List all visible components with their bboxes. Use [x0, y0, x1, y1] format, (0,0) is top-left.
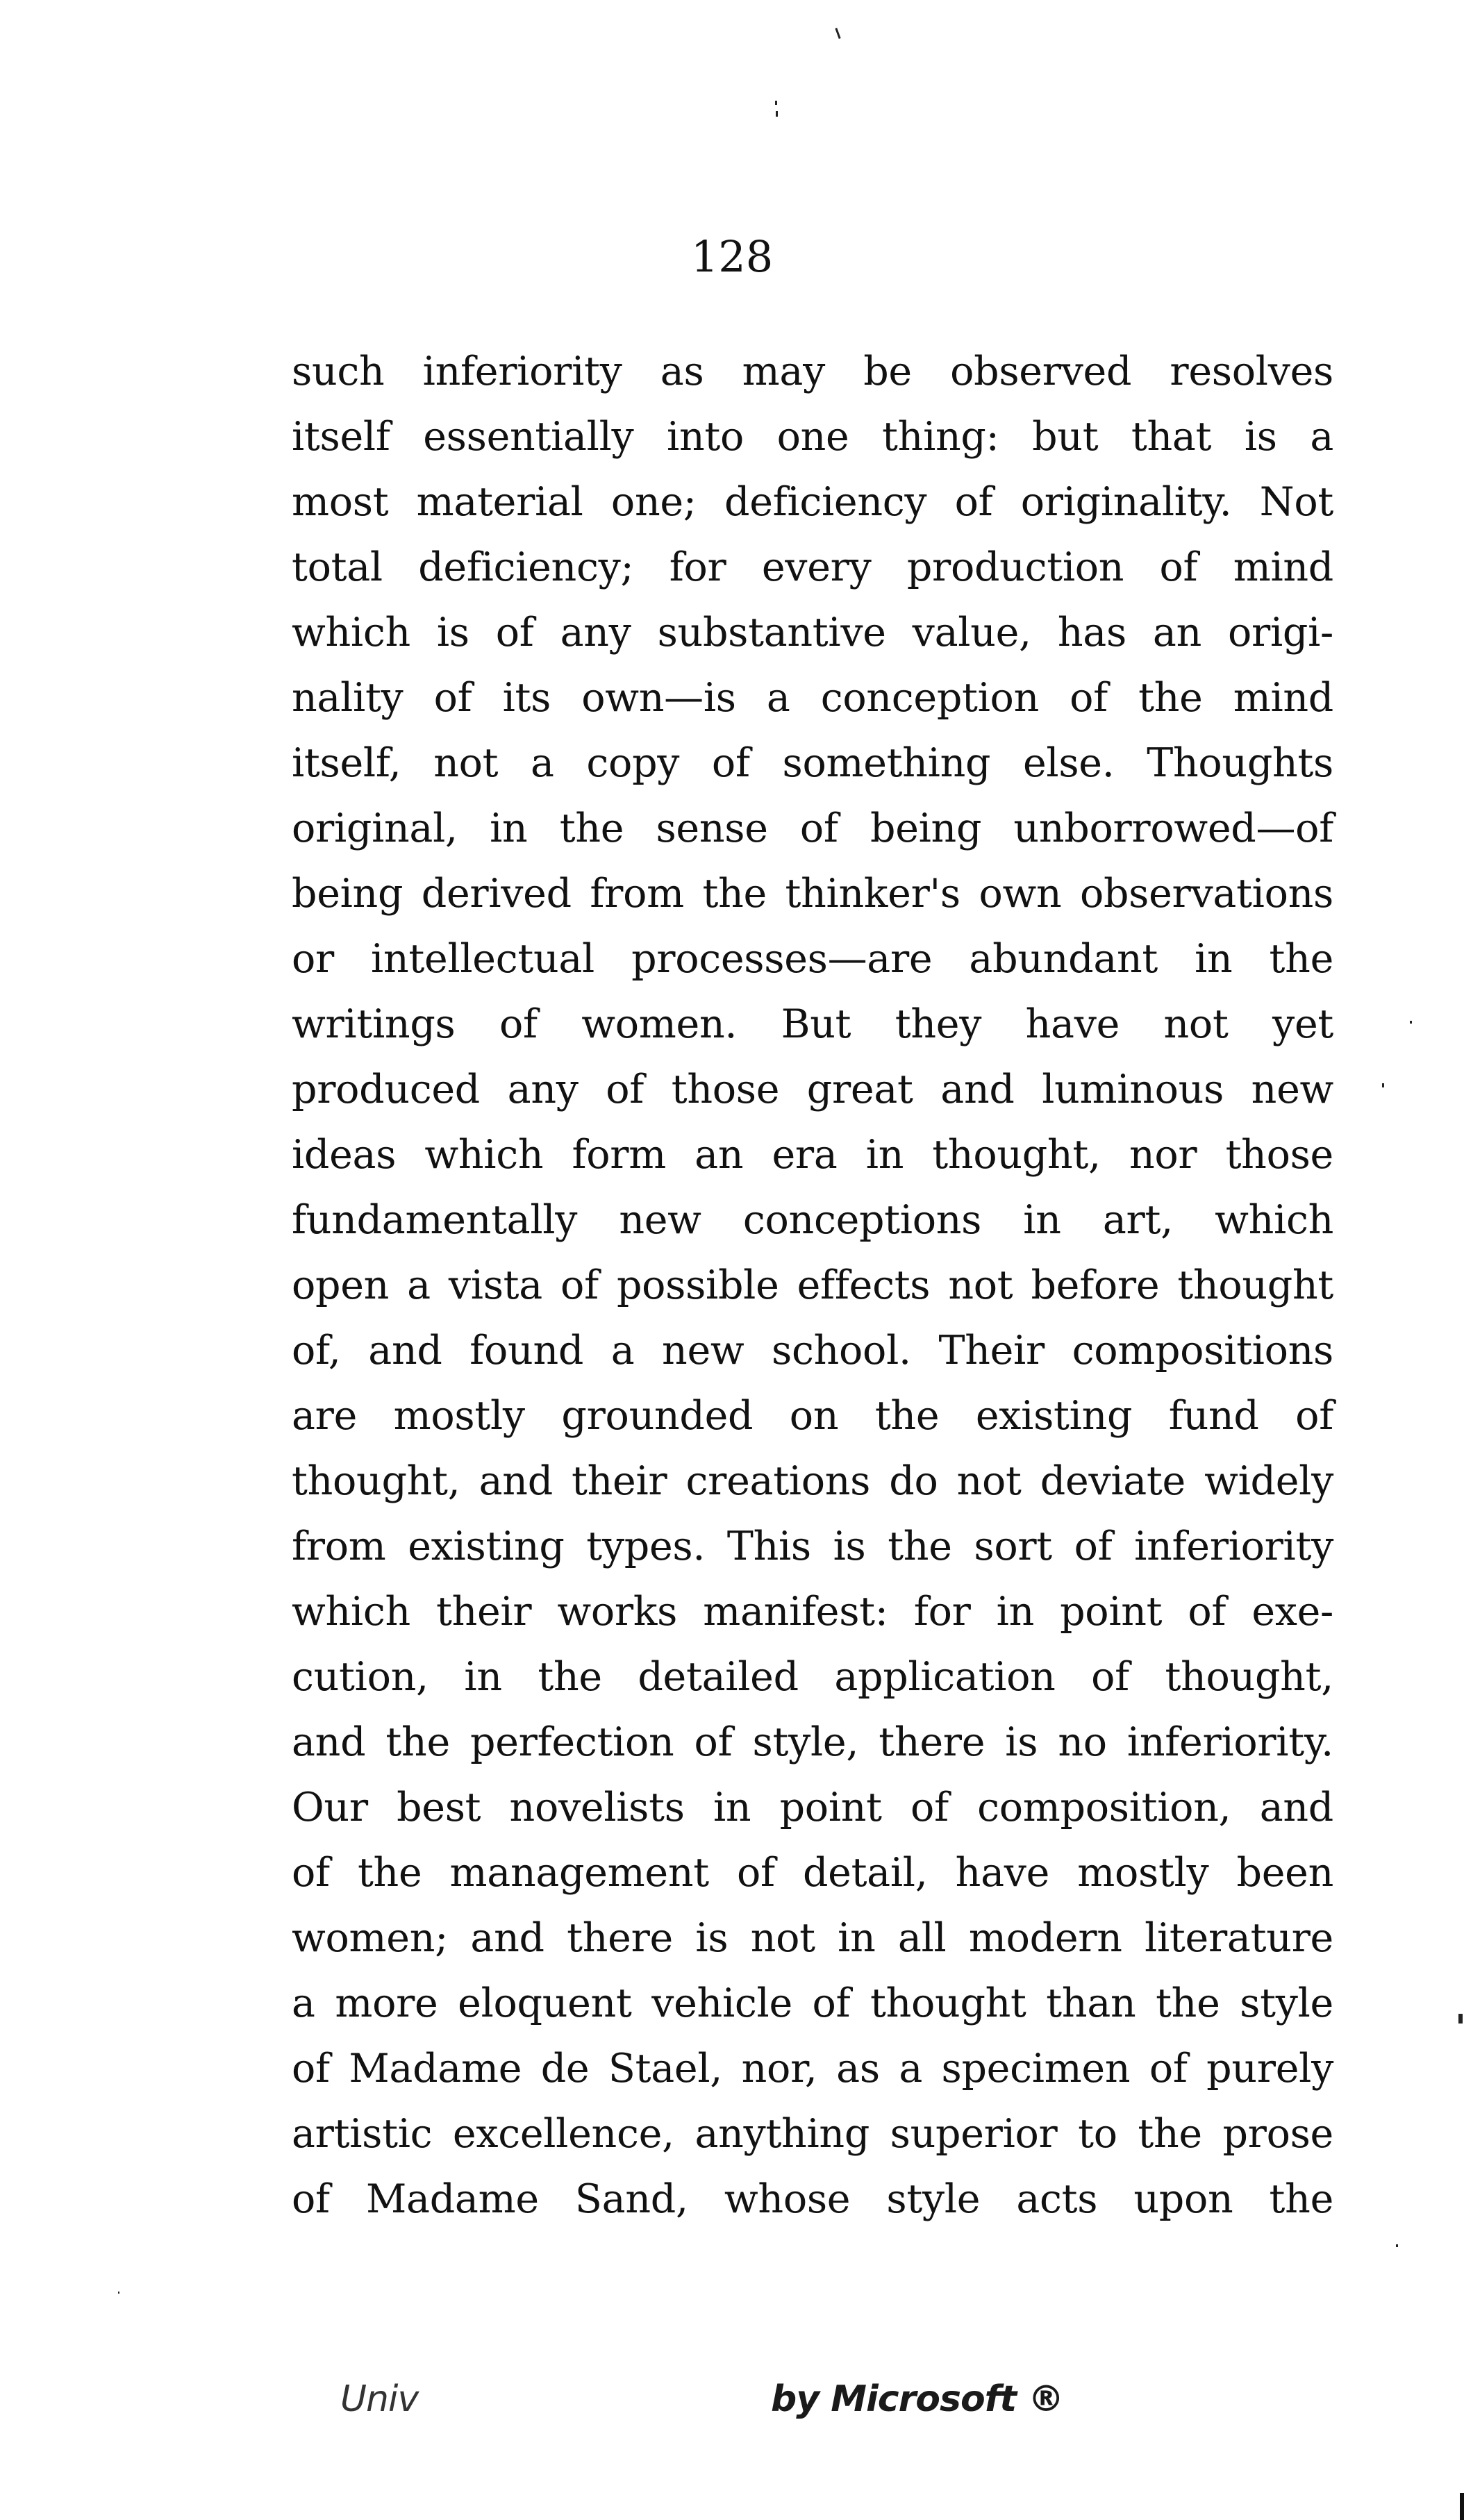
- text-line: women; and there is not in all modern literature: [292, 1915, 1333, 1961]
- text-line: being derived from the thinker's own observations: [292, 871, 1333, 917]
- scan-speck: [1458, 2014, 1463, 2023]
- text-line: of Madame de Stael, nor, as a specimen of purely: [292, 2046, 1333, 2092]
- text-line: cution, in the detailed application of thought,: [292, 1654, 1333, 1700]
- text-line: artistic excellence, anything superior to the prose: [292, 2111, 1333, 2157]
- scan-speck: [1410, 1021, 1412, 1024]
- text-line: itself essentially into one thing: but that is a: [292, 414, 1333, 460]
- text-line: produced any of those great and luminous new: [292, 1067, 1333, 1112]
- text-line: of Madame Sand, whose style acts upon the: [292, 2176, 1333, 2222]
- text-line: writings of women. But they have not yet: [292, 1001, 1333, 1047]
- text-line: and the perfection of style, there is no inferiority.: [292, 1719, 1333, 1765]
- text-line: ideas which form an era in thought, nor those: [292, 1132, 1333, 1178]
- page-edge-mark: [1460, 2493, 1464, 2520]
- text-line: open a vista of possible effects not before thought: [292, 1262, 1333, 1308]
- text-line: thought, and their creations do not deviate widely: [292, 1458, 1333, 1504]
- text-line: total deficiency; for every production of mind: [292, 544, 1333, 590]
- text-line: from existing types. This is the sort of inferiority: [292, 1524, 1333, 1569]
- text-line: Our best novelists in point of composition, and: [292, 1785, 1333, 1830]
- text-line: which their works manifest: for in point of exe-: [292, 1589, 1333, 1635]
- text-line: are mostly grounded on the existing fund of: [292, 1393, 1333, 1439]
- text-line: of the management of detail, have mostly been: [292, 1850, 1333, 1896]
- text-line: itself, not a copy of something else. Thoughts: [292, 740, 1333, 786]
- page-number: 128: [690, 231, 774, 282]
- body-text: [292, 339, 1333, 2232]
- text-line: or intellectual processes—are abundant in the: [292, 936, 1333, 982]
- text-line: such inferiority as may be observed resolves: [292, 349, 1333, 394]
- scan-speck: [1382, 1083, 1384, 1087]
- scan-speck: [775, 101, 777, 105]
- watermark-right: by Microsoft ®: [771, 2378, 1064, 2420]
- scan-speck: [835, 28, 840, 39]
- text-line: nality of its own—is a conception of the mind: [292, 675, 1333, 721]
- text-line: original, in the sense of being unborrowed—of: [292, 806, 1333, 851]
- text-line: which is of any substantive value, has an origi-: [292, 610, 1333, 656]
- scan-speck: [776, 111, 778, 117]
- watermark-left: Univ: [340, 2378, 419, 2420]
- text-line: of, and found a new school. Their compositions: [292, 1328, 1333, 1374]
- text-line: most material one; deficiency of originality. Not: [292, 479, 1333, 525]
- text-line: a more eloquent vehicle of thought than the style: [292, 1980, 1333, 2026]
- text-line: fundamentally new conceptions in art, which: [292, 1197, 1333, 1243]
- scan-speck: [118, 2292, 119, 2294]
- scan-speck: [1396, 2244, 1398, 2247]
